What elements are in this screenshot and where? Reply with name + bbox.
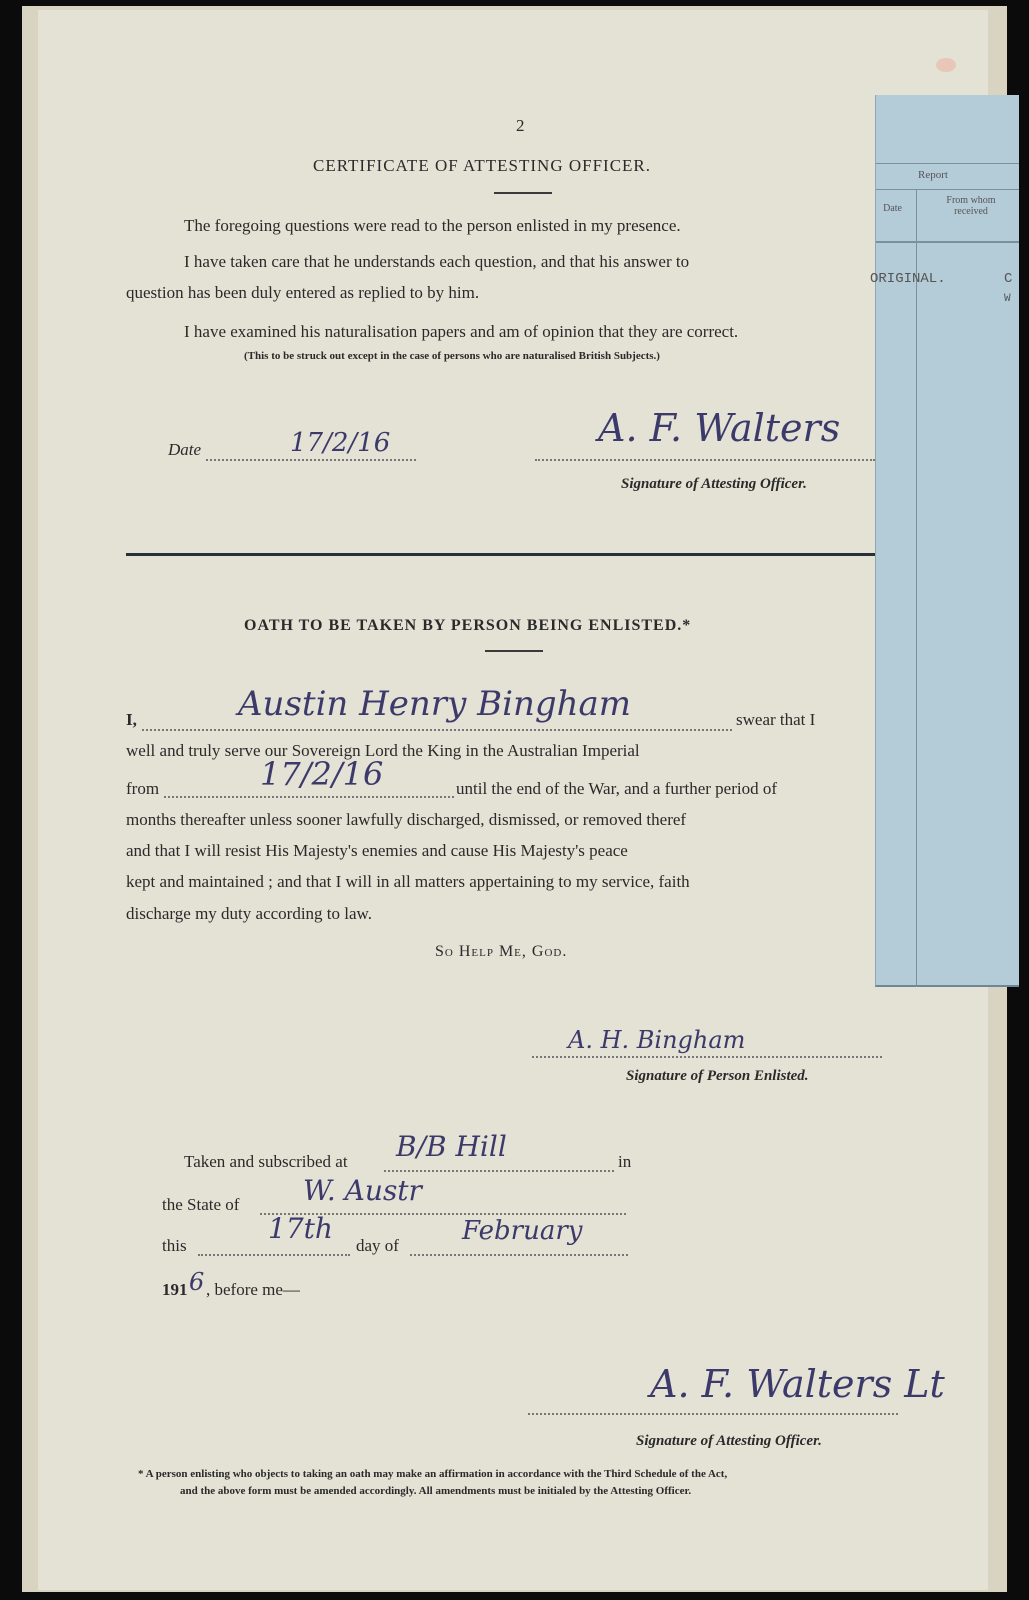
slip-columns-rule (876, 241, 1019, 243)
from-dots (164, 796, 454, 798)
oath-line-7: discharge my duty according to law. (126, 904, 372, 923)
slip-col-from (932, 195, 1010, 217)
officer-signature-label-1: Signature of Attesting Officer. (621, 476, 807, 492)
slip-header-rule (876, 189, 1019, 190)
date-dots (206, 459, 416, 461)
oath-line-3-end: until the end of the War, and a further period of (456, 779, 777, 798)
officer-signature-2-dots (528, 1413, 898, 1415)
oath-line-2: well and truly serve our Sovereign Lord the King in the Australian Imperial (126, 741, 640, 760)
day-value: 17th (268, 1212, 333, 1245)
certificate-para-2-line-2: question has been duly entered as replied to by him. (126, 283, 480, 302)
slip-column-divider (916, 189, 917, 987)
year-prefix: 191 (162, 1280, 188, 1299)
month-dots (410, 1254, 628, 1256)
oath-line-5: and that I will resist His Majesty's enemies and cause His Majesty's peace (126, 841, 628, 860)
taken-label: Taken and subscribed at (184, 1152, 348, 1171)
year-value: 6 (189, 1268, 205, 1296)
oath-title: OATH TO BE TAKEN BY PERSON BEING ENLISTED.* (244, 617, 692, 634)
slip-stamp-2: C (1004, 271, 1013, 287)
footnote-line-2: and the above form must be amended accordingly. All amendments must be initialed by the Attesting Officer. (180, 1485, 692, 1497)
day-of-label: day of (356, 1236, 399, 1255)
officer-signature-label-2: Signature of Attesting Officer. (636, 1433, 822, 1449)
state-value: W. Austr (303, 1174, 422, 1207)
date-label: Date (168, 440, 202, 459)
oath-title-rule (485, 650, 543, 652)
officer-signature-dots (535, 459, 875, 461)
slip-col-from-text: From whom received (946, 195, 996, 217)
place-value: B/B Hill (396, 1130, 507, 1163)
slip-header: Report (918, 169, 948, 181)
certificate-para-2-line-1: I have taken care that he understands each question, and that his answer to (184, 252, 690, 271)
oath-closing: So Help Me, God. (435, 943, 568, 960)
naturalisation-note: (This to be struck out except in the case of persons who are naturalised British Subjects.) (244, 350, 660, 362)
report-slip (870, 95, 1019, 987)
slip-stamp: ORIGINAL. (870, 271, 946, 287)
certificate-title: CERTIFICATE OF ATTESTING OFFICER. (313, 156, 652, 175)
oath-line-1-end: swear that I (736, 710, 816, 729)
officer-signature-1: A. F. Walters (598, 406, 841, 450)
slip-col-date: Date (883, 203, 902, 214)
slip-top-rule (876, 163, 1019, 164)
place-dots (384, 1170, 614, 1172)
month-value: February (462, 1216, 583, 1246)
officer-signature-2: A. F. Walters Lt (650, 1362, 945, 1406)
name-dots (142, 729, 732, 731)
oath-line-1-start: I, (126, 710, 137, 729)
state-label: the State of (162, 1195, 240, 1214)
person-signature-label: Signature of Person Enlisted. (626, 1068, 809, 1084)
oath-line-3-start: from (126, 779, 160, 798)
section-divider (126, 553, 886, 556)
in-label: in (618, 1152, 632, 1171)
enlistment-date: 17/2/16 (260, 755, 384, 793)
before-me: , before me— (206, 1280, 300, 1299)
document-page (38, 10, 988, 1590)
oath-line-6: kept and maintained ; and that I will in all matters appertaining to my service, faith (126, 872, 690, 891)
person-signature-dots (532, 1056, 882, 1058)
enlistee-name: Austin Henry Bingham (238, 684, 632, 724)
stain-mark (936, 58, 956, 72)
certificate-para-1: The foregoing questions were read to the person enlisted in my presence. (184, 216, 681, 235)
person-signature: A. H. Bingham (568, 1026, 746, 1054)
slip-stamp-3: W (1004, 293, 1011, 305)
footnote-line-1: * A person enlisting who objects to taking an oath may make an affirmation in accordance with the Third Schedule of the Act, (138, 1468, 728, 1480)
day-dots (198, 1254, 350, 1256)
date-value: 17/2/16 (290, 428, 391, 458)
page-number: 2 (516, 116, 525, 135)
certificate-para-3: I have examined his naturalisation papers and am of opinion that they are correct. (184, 322, 739, 341)
this-label: this (162, 1236, 187, 1255)
oath-line-4: months thereafter unless sooner lawfully discharged, dismissed, or removed theref (126, 810, 687, 829)
title-rule (494, 192, 552, 194)
